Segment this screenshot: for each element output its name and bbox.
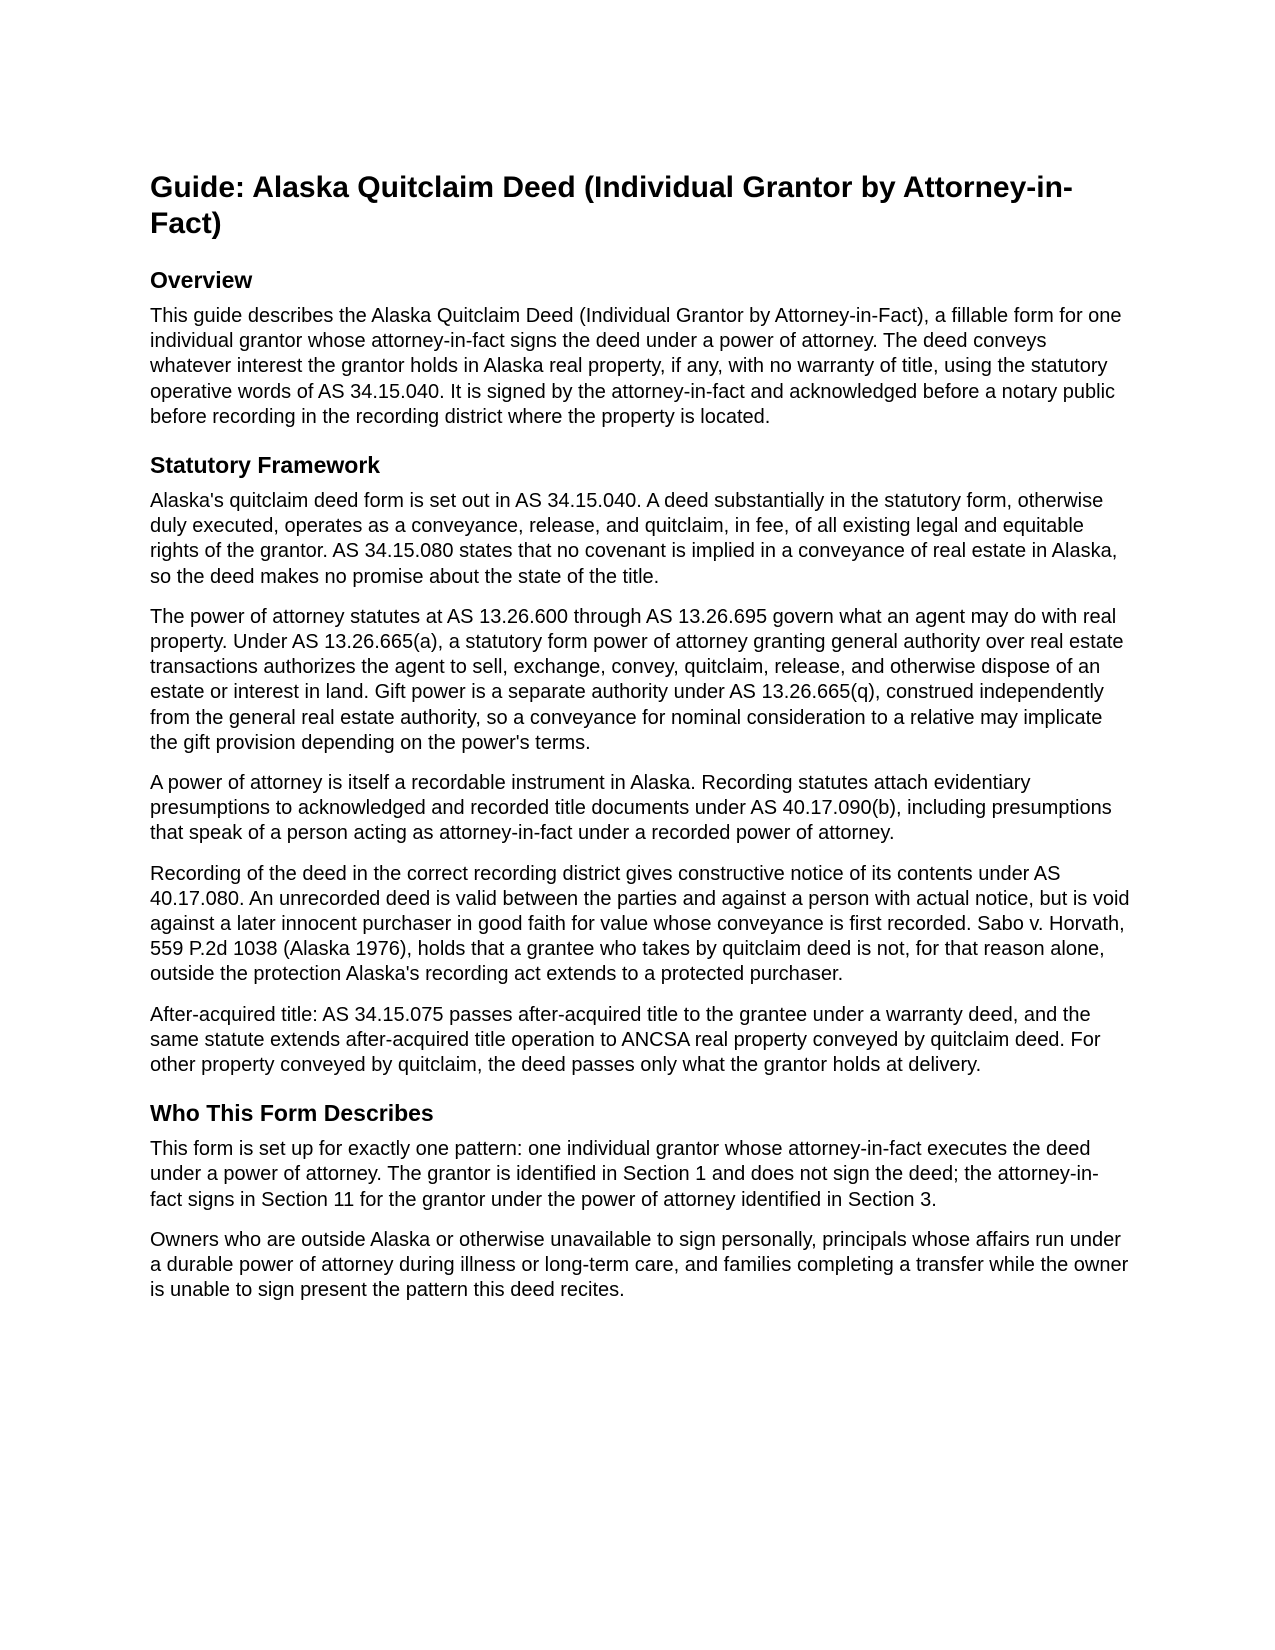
section-statutory-framework [150, 451, 1130, 1078]
paragraph: Alaska's quitclaim deed form is set out in AS 34.15.040. A deed substantially in the statutory form, otherwise duly executed, operates as a conveyance, release, and quitclaim, in fee, of all existing legal and equitable rights of the grantor. AS 34.15.080 states that no covenant is implied in a conveyance of real estate in Alaska, so the deed makes no promise about the state of the title. [150, 490, 1118, 588]
paragraph: A power of attorney is itself a recordable instrument in Alaska. Recording statutes attach evidentiary presumptions to acknowledged and recorded title documents under AS 40.17.090(b), including presumptions that speak of a person acting as attorney-in-fact under a recorded power of attorney. [150, 772, 1112, 845]
section-overview [150, 266, 1130, 430]
paragraph: This guide describes the Alaska Quitclaim Deed (Individual Grantor by Attorney-in-Fact), a fillable form for one individual grantor whose attorney-in-fact signs the deed under a power of attorney. The deed conveys whatever interest the grantor holds in Alaska real property, if any, with no warranty of title, using the statutory operative words of AS 34.15.040. It is signed by the attorney-in-fact and acknowledged before a notary public before recording in the recording district where the property is located. [150, 305, 1122, 428]
section-heading: Who This Form Describes [150, 1100, 434, 1127]
paragraph: After-acquired title: AS 34.15.075 passes after-acquired title to the grantee under a warranty deed, and the same statute extends after-acquired title operation to ANCSA real property conveyed by quitclaim deed. For other property conveyed by quitclaim, the deed passes only what the grantor holds at delivery. [150, 1003, 1101, 1077]
section-heading: Overview [150, 267, 253, 293]
paragraph: Owners who are outside Alaska or otherwise unavailable to sign personally, principals whose affairs run under a durable power of attorney during illness or long-term care, and families completing a transfer while the owner is unable to sign present the pattern this deed recites. [150, 1228, 1129, 1302]
paragraph: This form is set up for exactly one pattern: one individual grantor whose attorney-in-fact executes the deed under a power of attorney. The grantor is identified in Section 1 and does not sign the deed; the attorney-in-fact signs in Section 11 for the grantor under the power of attorney identified in Section 3. [150, 1138, 1099, 1211]
paragraph: Recording of the deed in the correct recording district gives constructive notice of its contents under AS 40.17.080. An unrecorded deed is valid between the parties and against a person with actual notice, but is void against a later innocent purchaser in good faith for value whose conveyance is first recorded. Sabo v. Horvath, 559 P.2d 1038 (Alaska 1976), holds that a grantee who takes by quitclaim deed is not, for that reason alone, outside the protection Alaska's recording act extends to a protected purchaser. [150, 862, 1130, 986]
document-page [150, 170, 1130, 1319]
paragraph: The power of attorney statutes at AS 13.26.600 through AS 13.26.695 govern what an agent may do with real property. Under AS 13.26.665(a), a statutory form power of attorney granting general authority over real estate transactions authorizes the agent to sell, exchange, convey, quitclaim, release, and otherwise dispose of an estate or interest in land. Gift power is a separate authority under AS 13.26.665(q), construed independently from the general real estate authority, so a conveyance for nominal consideration to a relative may implicate the gift provision depending on the power's terms. [150, 605, 1124, 754]
section-heading: Statutory Framework [150, 452, 381, 479]
section-who-this-form-describes [150, 1099, 1130, 1303]
document-title: Guide: Alaska Quitclaim Deed (Individual Grantor by Attorney-in-Fact) [150, 171, 1073, 240]
